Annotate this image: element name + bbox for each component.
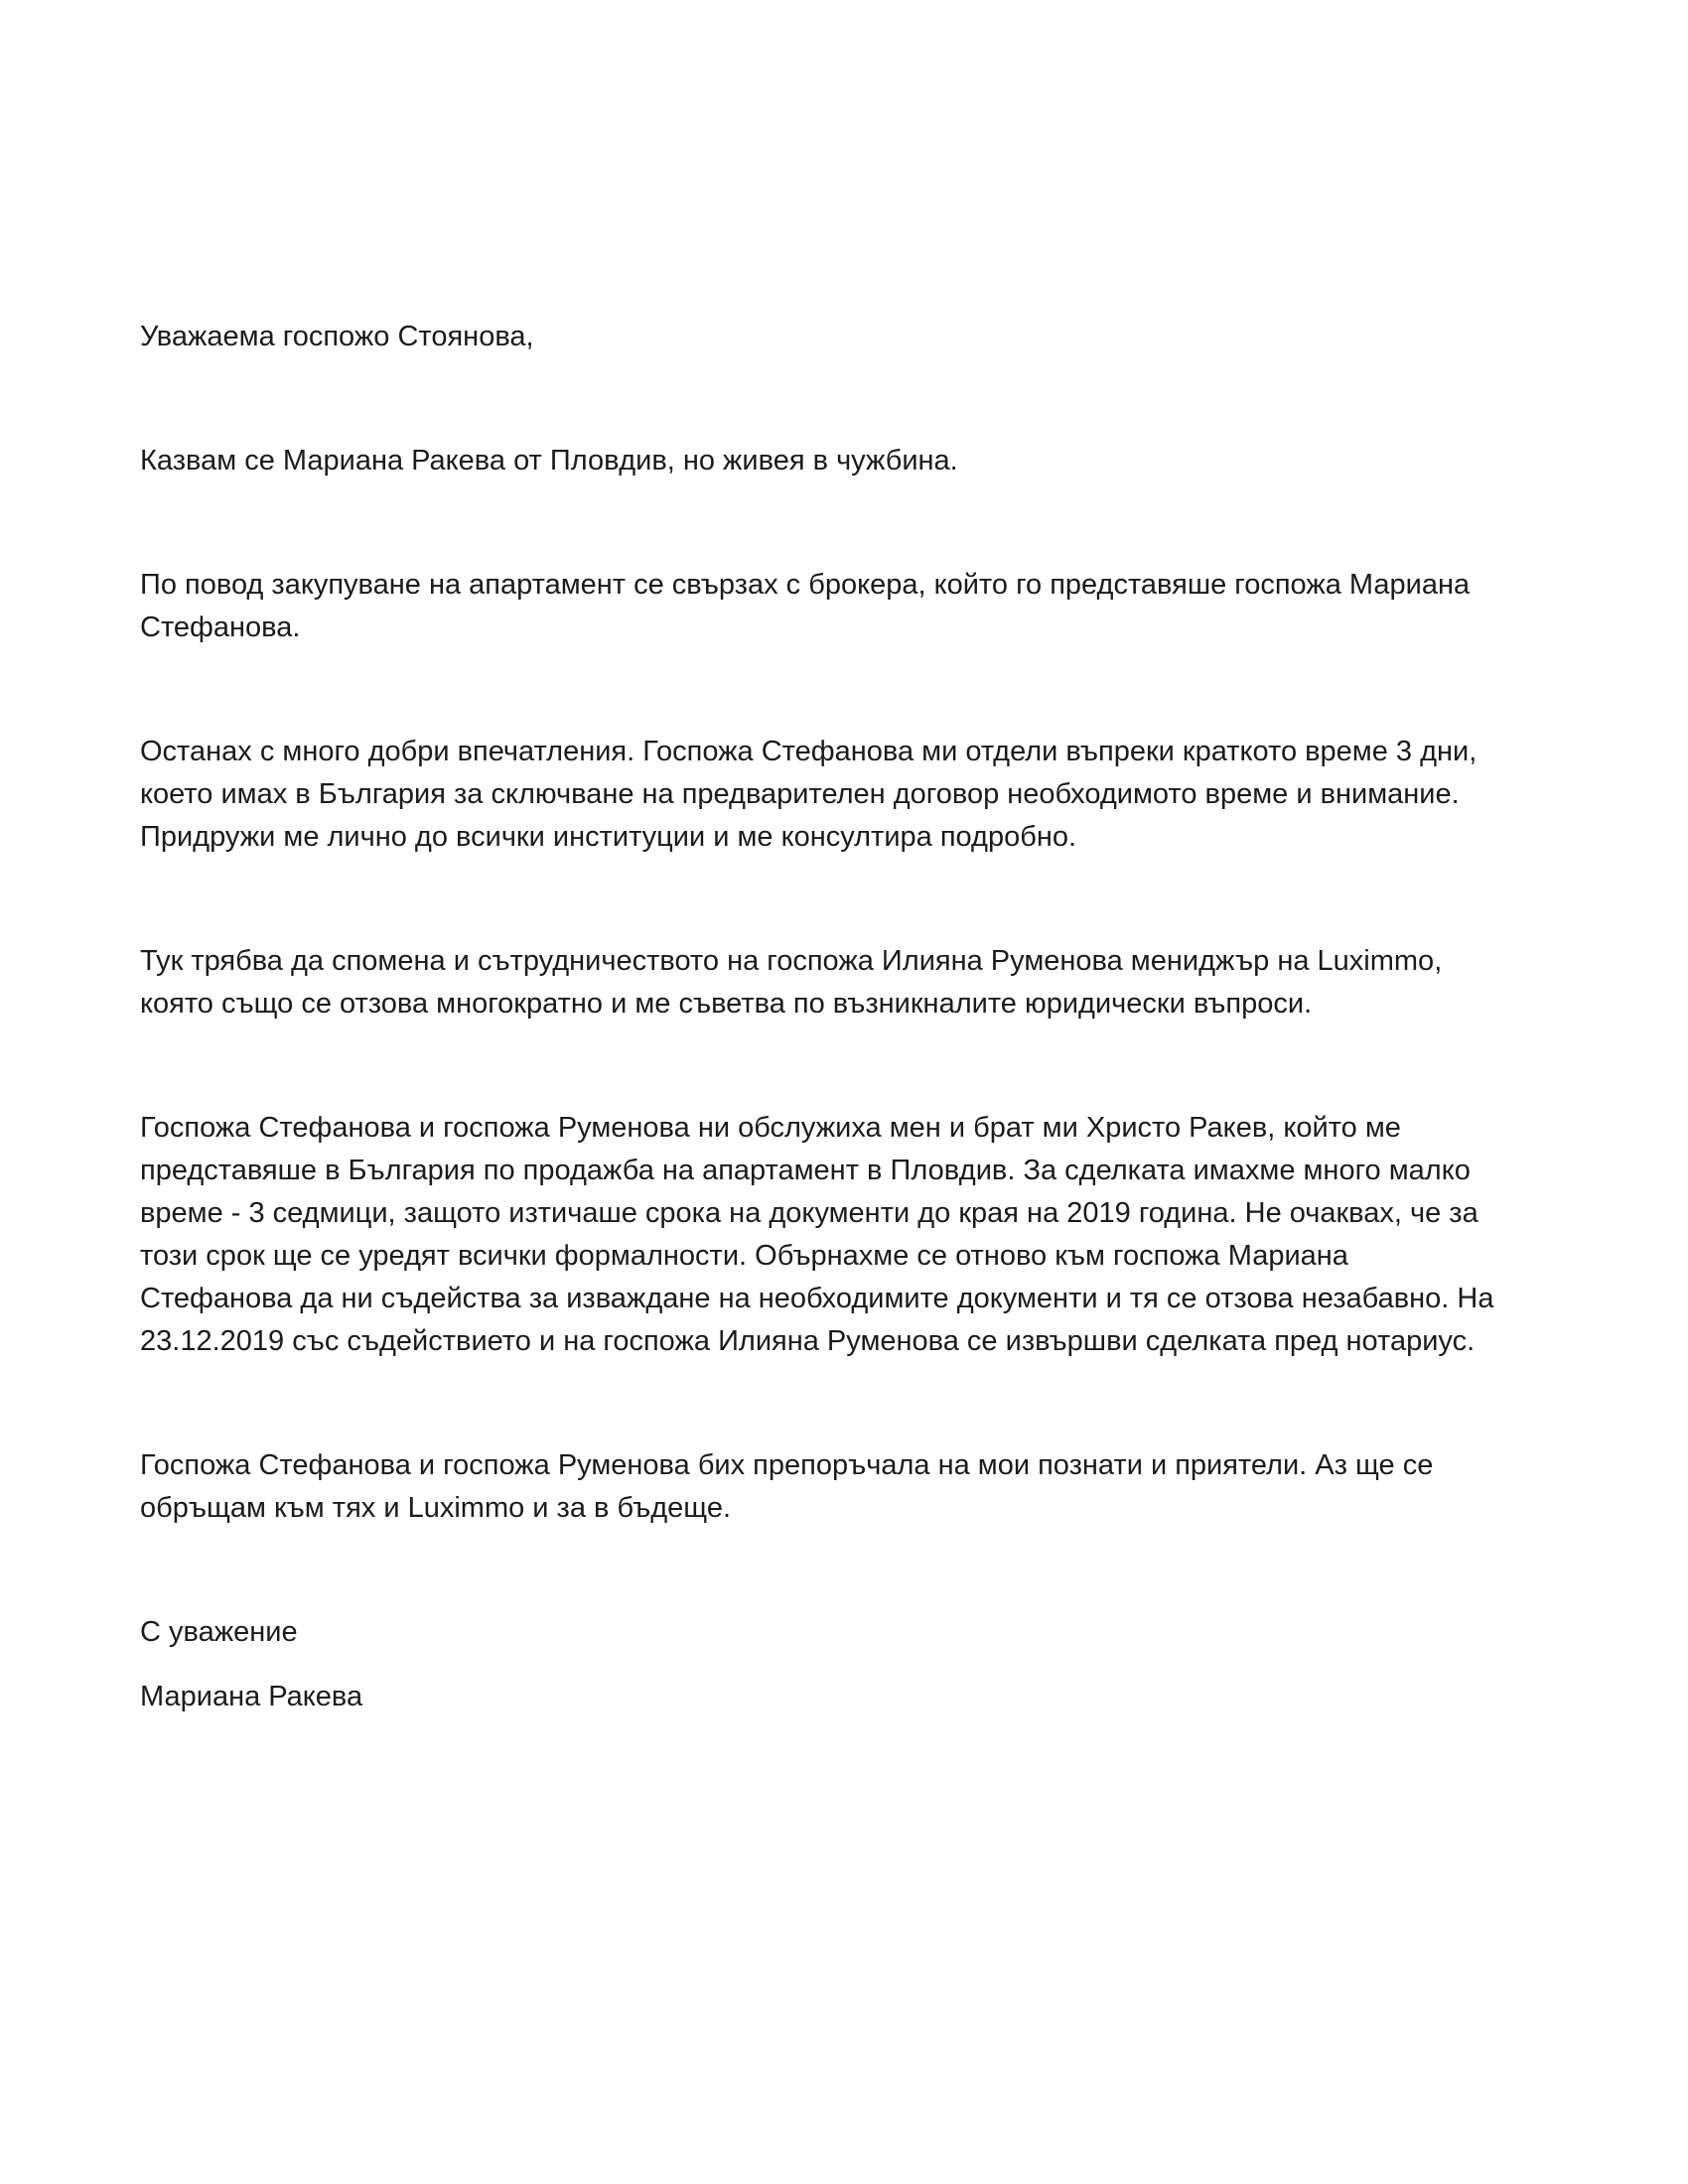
closing-line: С уважение [140,1616,298,1648]
paragraph-recommendation: Госпожа Стефанова и госпожа Руменова бих препоръчала на мои познати и приятели. Аз ще се обръщам към тях и Luximmo и за в бъдеще. [140,1449,1434,1524]
salutation-line: Уважаема госпожо Стоянова, [140,321,534,352]
paragraph-introduction: Казвам се Мариана Ракева от Пловдив, но живея в чужбина. [140,445,958,477]
paragraph-manager-cooperation: Тук трябва да спомена и сътрудничеството на госпожа Илияна Руменова мениджър на Luximmo, която също се отзова многократно и ме съветва по възникналите юридически въпроси. [140,945,1443,1020]
signature-line: Мариана Ракева [140,1681,363,1712]
paragraph-broker-contact: По повод закупуване на апартамент се свързах с брокера, който го представяше госпожа Мариана Стефанова. [140,569,1471,643]
paragraph-impressions: Останах с много добри впечатления. Госпожа Стефанова ми отдели въпреки краткото време 3 дни, което имах в България за сключване на предварителен договор необходимото време и внимание. Придружи ме лично до всички институции и ме консултира подробно. [140,736,1477,853]
letter-body [140,316,1502,1718]
paragraph-sale-transaction: Госпожа Стефанова и госпожа Руменова ни обслужиха мен и брат ми Христо Ракев, който ме представяше в България по продажба на апартамент в Пловдив. За сделката имахме много малко време - 3 седмици, защото изтичаше срока на документи до края на 2019 година. Не очаквах, че за този срок ще се уредят всички формалности. Обърнахме се отново към госпожа Мариана Стефанова да ни съдейства за изваждане на необходимите документи и тя се отзова незабавно. На 23.12.2019 със съдействието и на госпожа Илияна Руменова се извършви сделката пред нотариус. [140,1112,1494,1357]
